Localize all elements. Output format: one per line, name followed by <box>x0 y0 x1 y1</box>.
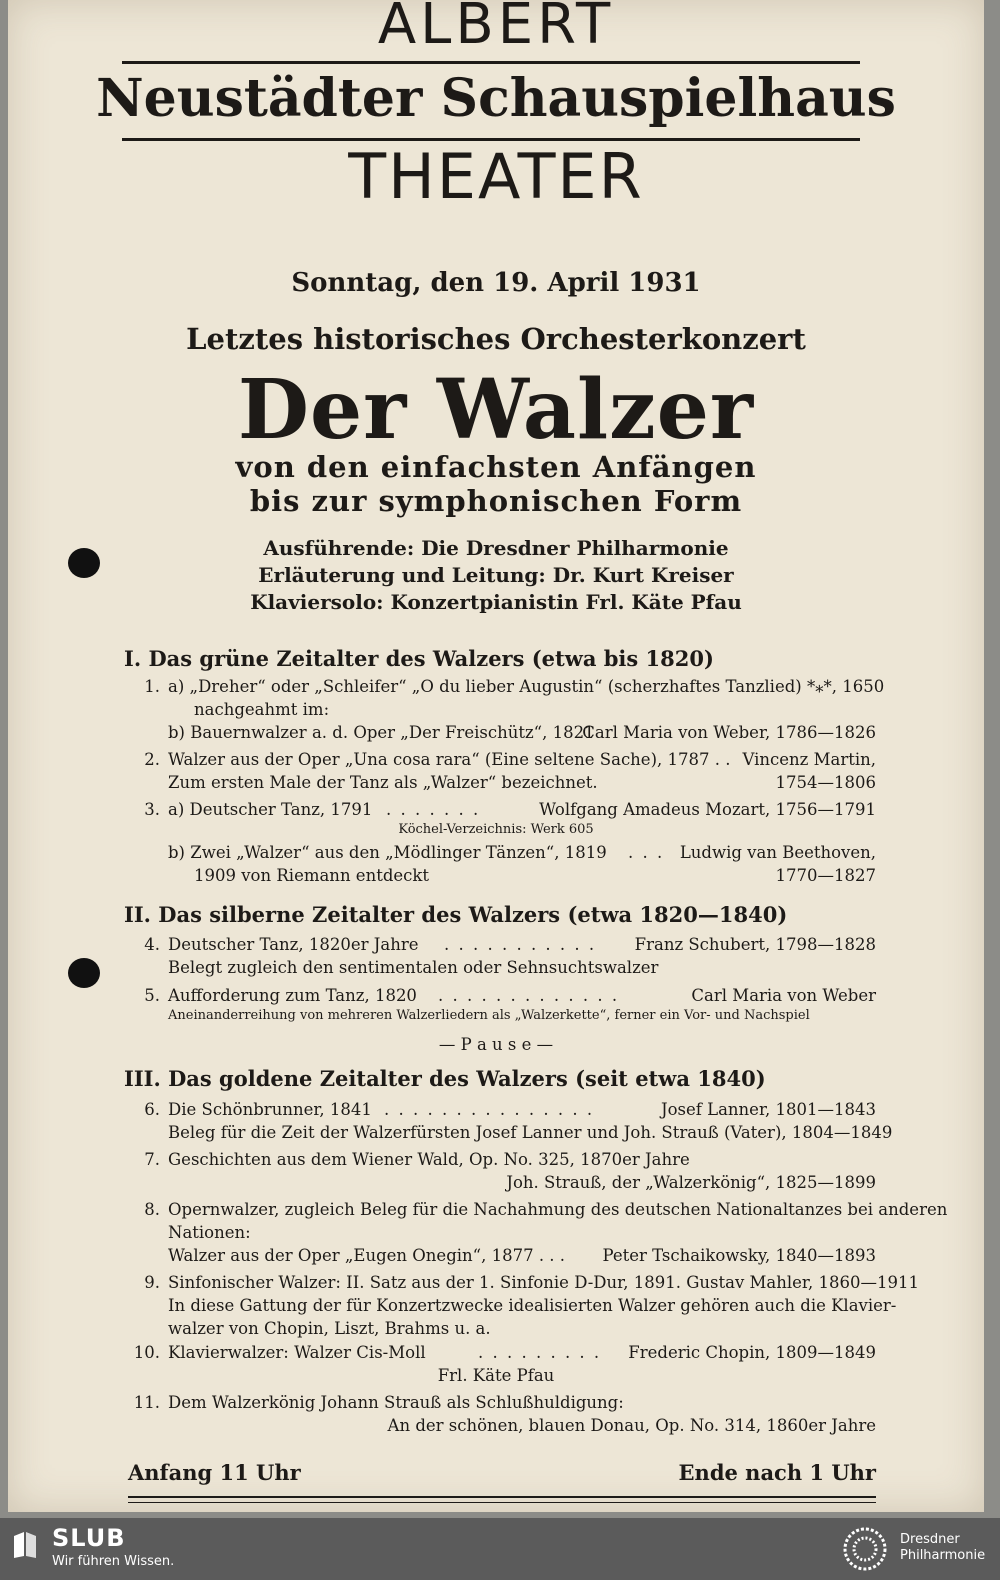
item-10-composer: Frederic Chopin, 1809—1849 <box>628 1343 876 1362</box>
item-9-text: Sinfonischer Walzer: II. Satz aus der 1. Sinfonie D-Dur, 1891. Gustav Mahler, 1860—1911 <box>168 1273 919 1292</box>
item-3b-composer: Ludwig van Beethoven, <box>679 843 876 862</box>
item-11-work: An der schönen, blauen Donau, Op. No. 314, 1860er Jahre <box>387 1416 876 1435</box>
item-1b-composer: Carl Maria von Weber, 1786—1826 <box>582 723 876 742</box>
item-1a-text-cont: nachgeahmt im: <box>194 700 330 719</box>
item-7-composer: Joh. Strauß, der „Walzerkönig“, 1825—1899 <box>506 1173 876 1192</box>
slub-tagline: Wir führen Wissen. <box>52 1554 175 1569</box>
start-time: Anfang 11 Uhr <box>128 1460 301 1485</box>
event-subtitle-line2: bis zur symphonischen Form <box>249 484 743 518</box>
item-6-text: Die Schönbrunner, 1841 <box>168 1100 372 1119</box>
end-time: Ende nach 1 Uhr <box>678 1460 876 1485</box>
header-bottom-word: THEATER <box>348 140 644 213</box>
item-number: 8. <box>144 1200 160 1219</box>
item-2-note: Zum ersten Male der Tanz als „Walzer“ bezeichnet. <box>168 773 598 792</box>
philharmonie-logo-icon <box>842 1526 888 1572</box>
event-subtitle-line1: von den einfachsten Anfängen <box>235 450 757 484</box>
philharmonie-line2: Philharmonie <box>900 1548 986 1563</box>
item-9-note: In diese Gattung der für Konzertzwecke idealisierten Walzer gehören auch die Klavier- <box>168 1296 897 1315</box>
item-3a-composer: Wolfgang Amadeus Mozart, 1756—1791 <box>539 800 876 819</box>
credit-conductor: Erläuterung und Leitung: Dr. Kurt Kreiser <box>258 563 734 587</box>
item-10-soloist: Frl. Käte Pfau <box>437 1366 555 1385</box>
item-number: 6. <box>144 1100 160 1119</box>
item-5-note: Aneinanderreihung von mehreren Walzerliedern als „Walzerkette“, ferner ein Vor- und Nachspiel <box>168 1008 810 1023</box>
item-2-composer: Vincenz Martin, <box>742 750 876 769</box>
item-number: 10. <box>133 1343 160 1362</box>
item-2-years: 1754—1806 <box>775 773 876 792</box>
item-5-composer: Carl Maria von Weber <box>691 986 876 1005</box>
item-1a-text: a) „Dreher“ oder „Schleifer“ „O du lieber Augustin“ (scherzhaftes Tanzlied) *⁎*, 1650 <box>168 677 885 696</box>
item-3a-leader: . . . . . . . <box>386 800 481 819</box>
item-number: 7. <box>144 1150 160 1169</box>
event-title: Der Walzer <box>237 362 755 458</box>
section-heading-1: I. Das grüne Zeitalter des Walzers (etwa bis 1820) <box>124 646 714 671</box>
slub-name: SLUB <box>52 1524 126 1552</box>
item-5-text: Aufforderung zum Tanz, 1820 <box>168 986 417 1005</box>
item-number: 3. <box>144 800 160 819</box>
item-8-work: Walzer aus der Oper „Eugen Onegin“, 1877 . . . <box>168 1246 566 1265</box>
item-3b-text: b) Zwei „Walzer“ aus den „Mödlinger Tänzen“, 1819 <box>168 843 607 862</box>
item-number: 2. <box>144 750 160 769</box>
pause-label: — P a u s e — <box>438 1035 554 1054</box>
credit-performers: Ausführende: Die Dresdner Philharmonie <box>263 536 729 560</box>
section-heading-3: III. Das goldene Zeitalter des Walzers (seit etwa 1840) <box>124 1066 766 1091</box>
item-number: 5. <box>144 986 160 1005</box>
slub-attribution-bar <box>0 1518 1000 1580</box>
item-5-leader: . . . . . . . . . . . . . <box>438 986 620 1005</box>
item-8-composer: Peter Tschaikowsky, 1840—1893 <box>602 1246 876 1265</box>
item-3a-text: a) Deutscher Tanz, 1791 <box>168 800 373 819</box>
item-7-text: Geschichten aus dem Wiener Wald, Op. No. 325, 1870er Jahre <box>168 1150 690 1169</box>
item-8-text-cont: Nationen: <box>168 1223 251 1242</box>
item-number: 11. <box>133 1393 160 1412</box>
philharmonie-line1: Dresdner <box>900 1532 960 1547</box>
item-4-note: Belegt zugleich den sentimentalen oder Sehnsuchtswalzer <box>168 958 659 977</box>
header-top-word: ALBERT <box>377 0 615 57</box>
item-6-leader: . . . . . . . . . . . . . . . <box>384 1100 595 1119</box>
item-4-leader: . . . . . . . . . . . <box>444 935 597 954</box>
item-3a-note: Köchel-Verzeichnis: Werk 605 <box>398 822 594 837</box>
item-1b-text: b) Bauernwalzer a. d. Oper „Der Freischütz“, 1821 <box>168 723 595 742</box>
item-3b-leader: . . . <box>628 843 665 862</box>
item-3b-note: 1909 von Riemann entdeckt <box>194 866 430 885</box>
item-number: 1. <box>144 677 160 696</box>
item-number: 9. <box>144 1273 160 1292</box>
theater-name: Neustädter Schauspielhaus <box>96 68 896 129</box>
item-4-composer: Franz Schubert, 1798—1828 <box>634 935 876 954</box>
credit-piano-solo: Klaviersolo: Konzertpianistin Frl. Käte Pfau <box>250 590 742 614</box>
item-number: 4. <box>144 935 160 954</box>
event-date: Sonntag, den 19. April 1931 <box>291 268 701 298</box>
section-heading-2: II. Das silberne Zeitalter des Walzers (etwa 1820—1840) <box>124 902 788 927</box>
header-rule-top <box>122 61 860 64</box>
poster-sheet <box>8 0 984 1512</box>
slub-logo-icon <box>12 1530 38 1560</box>
event-subtitle: Letztes historisches Orchesterkonzert <box>186 322 806 356</box>
item-9-note-cont: walzer von Chopin, Liszt, Brahms u. a. <box>168 1319 491 1338</box>
item-6-note: Beleg für die Zeit der Walzerfürsten Josef Lanner und Joh. Strauß (Vater), 1804—1849 <box>168 1123 893 1142</box>
footer-rule-top <box>128 1496 876 1498</box>
item-8-text: Opernwalzer, zugleich Beleg für die Nachahmung des deutschen Nationaltanzes bei anderen <box>168 1200 948 1219</box>
item-3b-years: 1770—1827 <box>775 866 876 885</box>
item-2-text: Walzer aus der Oper „Una cosa rara“ (Eine seltene Sache), 1787 . . <box>168 750 731 769</box>
punch-hole-bottom <box>68 958 100 988</box>
item-10-leader: . . . . . . . . . <box>478 1343 602 1362</box>
item-4-text: Deutscher Tanz, 1820er Jahre <box>168 935 419 954</box>
item-11-text: Dem Walzerkönig Johann Strauß als Schlußhuldigung: <box>168 1393 624 1412</box>
item-6-composer: Josef Lanner, 1801—1843 <box>661 1100 876 1119</box>
item-10-text: Klavierwalzer: Walzer Cis-Moll <box>168 1343 426 1362</box>
footer-rule-bottom <box>128 1502 876 1503</box>
